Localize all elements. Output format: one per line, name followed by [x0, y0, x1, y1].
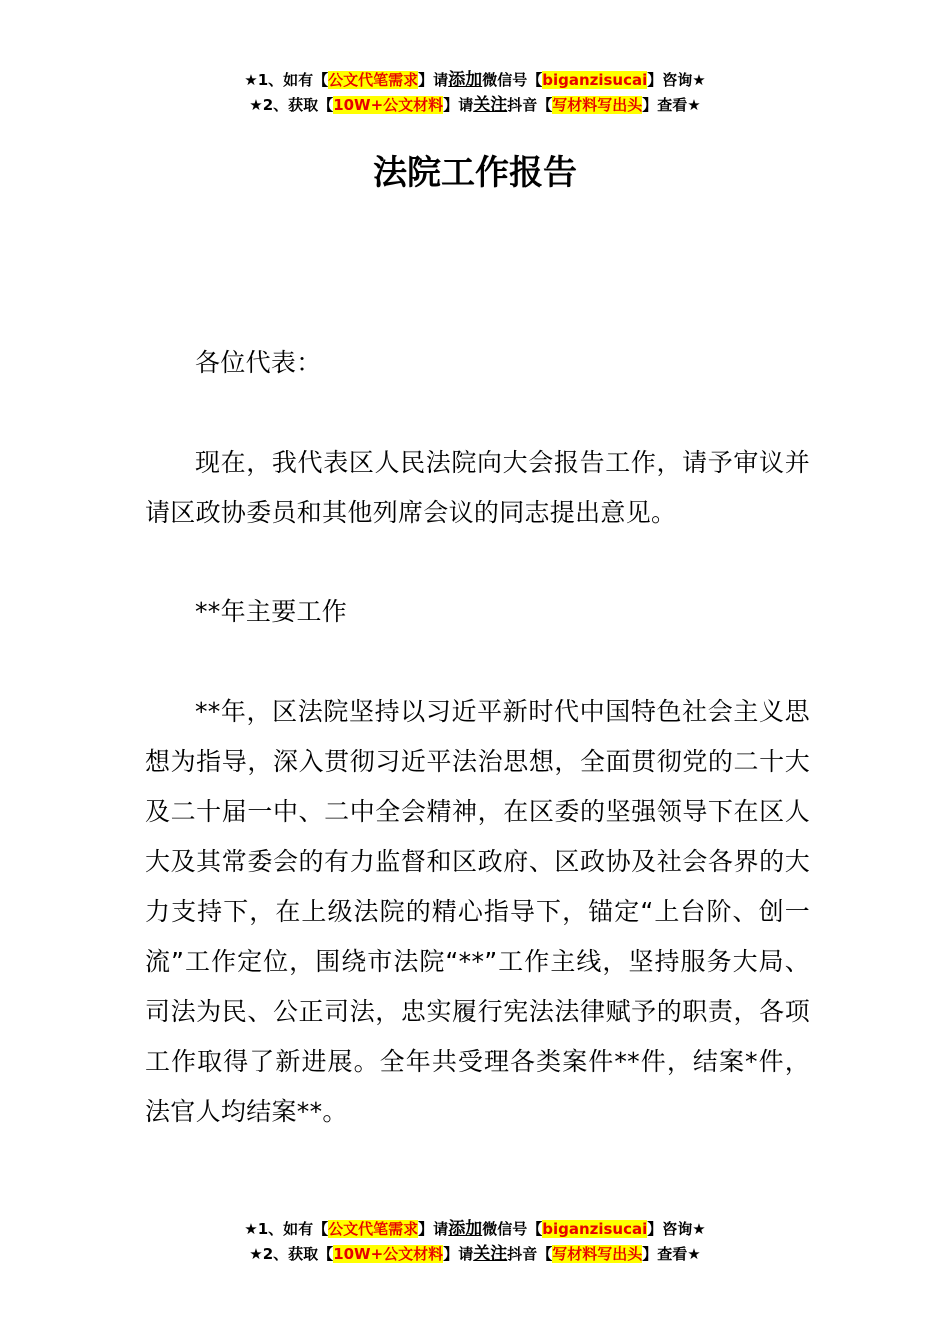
document-title: 法院工作报告	[373, 153, 577, 193]
salutation: 各位代表：	[195, 348, 322, 377]
promo-highlight-service: 公文代笔需求	[328, 71, 419, 89]
paragraph-intro: 现在，我代表区人民法院向大会报告工作，请予审议并请区政协委员和其他列席会议的同志提出意见。	[145, 448, 810, 527]
promo-footer-line-2: ★2、获取【10W+公文材料】请关注抖音【写材料写出头】查看★	[249, 1244, 701, 1264]
promo-highlight-wechat-id: biganzisucai	[542, 71, 648, 89]
promo-highlight-douyin: 写材料写出头	[552, 96, 643, 114]
promo-footer-emphasis-follow: 关注	[473, 1244, 508, 1264]
promo-footer-line-1: ★1、如有【公文代笔需求】请添加微信号【biganzisucai】咨询★	[244, 1219, 706, 1239]
promo-line-2: ★2、获取【10W+公文材料】请关注抖音【写材料写出头】查看★	[249, 95, 701, 115]
promo-footer-highlight-materials: 10W+公文材料	[333, 1245, 444, 1263]
promo-line-1: ★1、如有【公文代笔需求】请添加微信号【biganzisucai】咨询★	[244, 70, 706, 90]
promo-emphasis-follow: 关注	[473, 95, 508, 115]
promo-footer-emphasis-add: 添加	[448, 1219, 483, 1239]
promo-footer-highlight-wechat-id: biganzisucai	[542, 1220, 648, 1238]
promo-footer-highlight-service: 公文代笔需求	[328, 1220, 419, 1238]
section-heading: **年主要工作	[195, 597, 348, 626]
promo-highlight-materials: 10W+公文材料	[333, 96, 444, 114]
promo-emphasis-add: 添加	[448, 70, 483, 90]
promo-footer-highlight-douyin: 写材料写出头	[552, 1245, 643, 1263]
paragraph-main-work: **年，区法院坚持以习近平新时代中国特色社会主义思想为指导，深入贯彻习近平法治思想，全面贯彻党的二十大及二十届一中、二中全会精神，在区委的坚强领导下在区人大及其常委会的有力监督和区政府、区政协及社会各界的大力支持下，在上级法院的精心指导下，锚定“上台阶、创一流”工作定位，围绕市法院“**”工作主线，坚持服务大局、司法为民、公正司法，忠实履行宪法法律赋予的职责，各项工作取得了新进展。全年共受理各类案件**件，结案*件，法官人均结案**。	[145, 697, 810, 1126]
